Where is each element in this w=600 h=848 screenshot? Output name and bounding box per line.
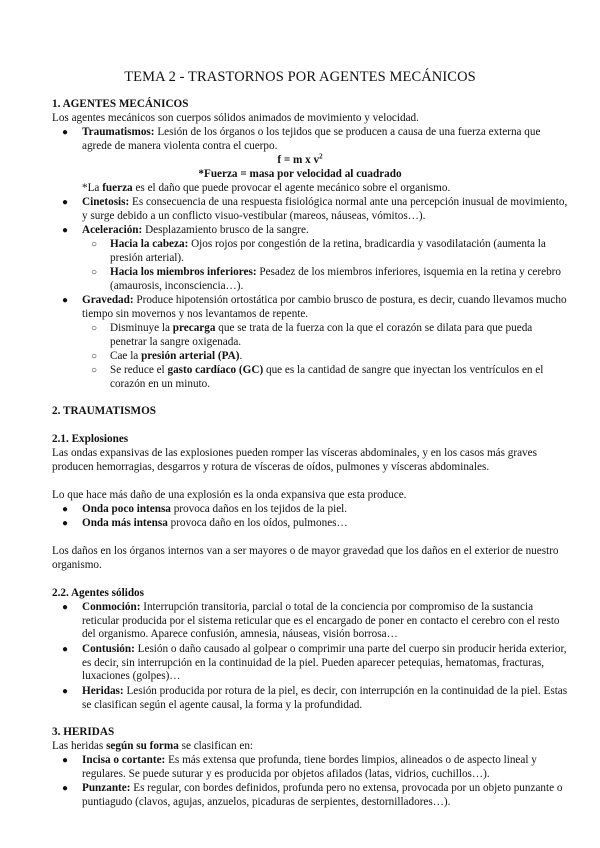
sublist-item-gasto <box>110 364 565 391</box>
subbullet-icon: ○ <box>91 351 98 362</box>
definition: Lesión producida por rotura de la piel, es decir, con interrupción en la continuidad de la piel. Estas se clasifican según el agente causal, la forma y la profundidad. <box>82 685 568 711</box>
section-intro: Los agentes mecánicos son cuerpos sólidos animados de movimiento y velocidad. <box>52 112 419 124</box>
list-item-conmocion <box>82 601 568 642</box>
bullet-icon: ● <box>62 644 69 655</box>
term: presión arterial (PA) <box>141 350 240 362</box>
bullet-icon: ● <box>62 518 69 529</box>
bullet-icon: ● <box>62 197 69 208</box>
term: Incisa o cortante: <box>82 754 166 766</box>
sublist-item-cabeza <box>110 238 565 265</box>
bullet-icon: ● <box>62 225 69 236</box>
term: fuerza <box>102 182 133 194</box>
definition: Interrupción transitoria, parcial o total de la conciencia por compromiso de la sustancia reticular producida por el sistema reticular que es el encargado de poner en contacto el cerebro con el resto del organismo. Aparece confusión, amnesia, náuseas, visión borrosa… <box>82 601 560 641</box>
section-heading-traumatismos: 2. TRAUMATISMOS <box>52 405 157 417</box>
text: . <box>239 350 243 362</box>
list-item-contusion <box>82 643 568 684</box>
list-item-incisa <box>82 754 568 781</box>
bullet-icon: ● <box>62 127 69 138</box>
term: Heridas: <box>82 685 124 697</box>
bullet-icon: ● <box>62 602 69 613</box>
text: se clasifican en: <box>178 740 254 752</box>
list-item-traumatismos <box>82 126 568 153</box>
definition: Es regular, con bordes definidos, profunda pero no extensa, provocada por un objeto punzante o puntiagudo (clavos, agujas, anzuelos, picaduras de serpientes, destornilladores…). <box>82 782 563 808</box>
sublist-item-inferiores <box>110 266 565 293</box>
list-item-onda-mas <box>82 517 568 531</box>
subbullet-icon: ○ <box>91 365 98 376</box>
formula <box>0 154 600 168</box>
list-item-cinetosis <box>82 196 568 223</box>
note-text: *La <box>82 182 103 194</box>
term: precarga <box>172 322 216 334</box>
list-item-punzante <box>82 782 568 809</box>
bullet-icon: ● <box>62 295 69 306</box>
definition: Desplazamiento brusco de la sangre. <box>142 224 309 236</box>
bullet-icon: ● <box>62 755 69 766</box>
term: Aceleración: <box>82 224 143 236</box>
list-item-gravedad <box>82 294 568 321</box>
term: Gravedad: <box>82 294 134 306</box>
note-fuerza <box>82 182 568 196</box>
text: Las heridas <box>52 740 107 752</box>
definition: Produce hipotensión ortostática por cambio brusco de postura, es decir, cuando llevamos mucho tiempo sin movernos y nos levantamos de repente. <box>82 294 567 320</box>
definition: Es más extensa que profunda, tiene bordes limpios, alineados o de aspecto lineal y regulares. Se puede suturar y es producida por objetos afilados (latas, vidrios, cuchillos…). <box>82 754 537 780</box>
term: Hacia los miembros inferiores: <box>110 266 257 278</box>
bullet-icon: ● <box>62 504 69 515</box>
term: Conmoción: <box>82 601 141 613</box>
term: Contusión: <box>82 643 135 655</box>
paragraph: Los daños en los órganos internos van a ser mayores o de mayor gravedad que los daños en el exterior de nuestro organismo. <box>52 545 559 571</box>
definition: provoca daño en los oídos, pulmones… <box>167 517 348 529</box>
text: que es la cantidad de sangre que inyectan los ventrículos en el corazón en un minuto. <box>110 364 544 390</box>
list-item-aceleracion <box>82 224 568 238</box>
text: Cae la <box>110 350 142 362</box>
section-heading-heridas: 3. HERIDAS <box>52 726 115 738</box>
term: Traumatismos: <box>82 126 155 138</box>
formula-exponent: 2 <box>319 152 323 161</box>
bullet-icon: ● <box>62 783 69 794</box>
note-text: es el daño que puede provocar el agente mecánico sobre el organismo. <box>132 182 451 194</box>
definition: Lesión o daño causado al golpear o comprimir una parte del cuerpo sin producir herida exterior, es decir, sin interrupción en la continuidad de la piel. Pueden aparecer petequias, hematomas, fracturas, luxaciones (golpes)… <box>82 643 567 683</box>
sublist-item-presion <box>110 350 565 364</box>
term: Hacia la cabeza: <box>110 238 189 250</box>
term: gasto cardíaco (GC) <box>167 364 264 376</box>
list-item-heridas <box>82 685 568 712</box>
paragraph: Las ondas expansivas de las explosiones pueden romper las vísceras abdominales, y en los casos más graves producen hemorragias, desgarros y rotura de vísceras de oídos, pulmones y vísceras abdominales. <box>52 447 537 473</box>
definition: Ojos rojos por congestión de la retina, bradicardia y vasodilatación (aumenta la presión arterial). <box>110 238 546 264</box>
term: Onda más intensa <box>82 517 168 529</box>
section-intro <box>52 740 562 754</box>
formula-description: *Fuerza = masa por velocidad al cuadrado <box>198 168 402 180</box>
page-title: TEMA 2 - TRASTORNOS POR AGENTES MECÁNICOS <box>124 69 476 85</box>
term: Cinetosis: <box>82 196 130 208</box>
definition: Pesadez de los miembros inferiores, isquemia en la retina y cerebro (amaurosis, inconsciencia…). <box>110 266 562 292</box>
term: Onda poco intensa <box>82 503 171 515</box>
definition: provoca daños en los tejidos de la piel. <box>170 503 348 515</box>
list-item-onda-poco <box>82 503 568 517</box>
sublist-item-precarga <box>110 322 565 349</box>
subbullet-icon: ○ <box>91 267 98 278</box>
definition: Es consecuencia de una respuesta fisiológica normal ante una percepción inusual de movimiento, y surge debido a un conflicto visuo-vestibular (mareos, náuseas, vómitos…). <box>82 196 568 222</box>
subbullet-icon: ○ <box>91 323 98 334</box>
term: según su forma <box>106 740 179 752</box>
definition: Lesión de los órganos o los tejidos que se producen a causa de una fuerza externa que agrede de manera violenta contra el cuerpo. <box>82 126 541 152</box>
subheading-agentes-solidos: 2.2. Agentes sólidos <box>52 587 144 599</box>
paragraph: Lo que hace más daño de una explosión es la onda expansiva que esta produce. <box>52 489 407 501</box>
text: que se trata de la fuerza con la que el corazón se dilata para que pueda penetrar la sangre oxigenada. <box>110 322 533 348</box>
formula-text: f = m x v <box>277 154 320 166</box>
bullet-icon: ● <box>62 686 69 697</box>
subbullet-icon: ○ <box>91 239 98 250</box>
text: Se reduce el <box>110 364 168 376</box>
term: Punzante: <box>82 782 131 794</box>
section-heading-agentes: 1. AGENTES MECÁNICOS <box>52 98 189 110</box>
text: Disminuye la <box>110 322 173 334</box>
subheading-explosiones: 2.1. Explosiones <box>52 433 129 445</box>
